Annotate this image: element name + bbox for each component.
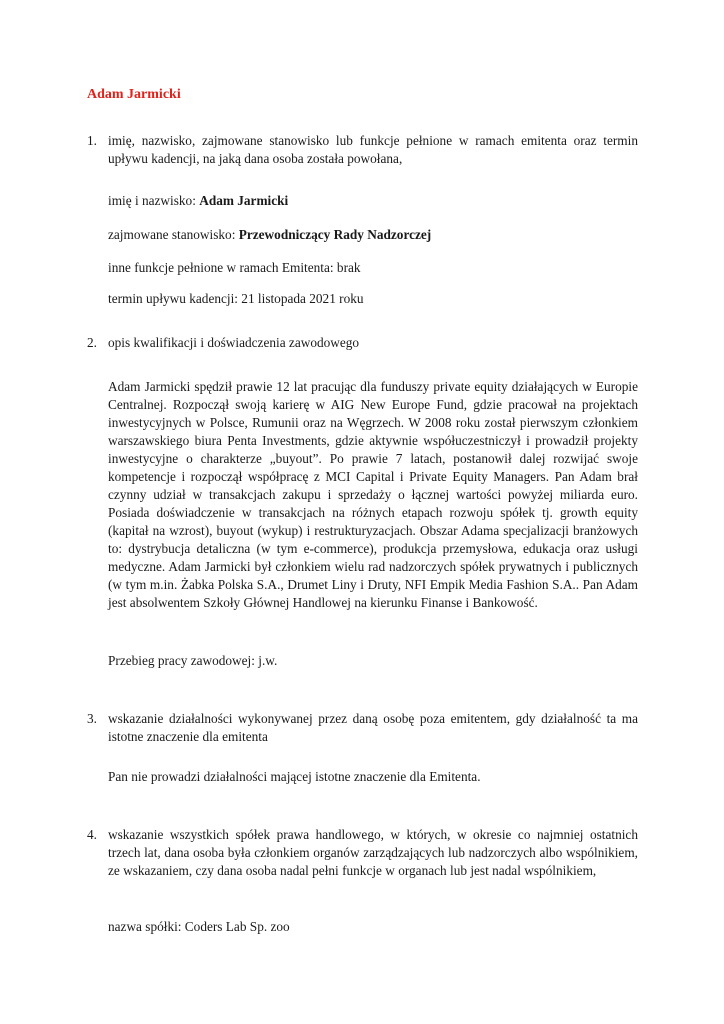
section-1-text: imię, nazwisko, zajmowane stanowisko lub funkcje pełnione w ramach emitenta oraz termin upływu kadencji, na jaką dana osoba została powołana, — [108, 133, 638, 166]
section-2-text: opis kwalifikacji i doświadczenia zawodowego — [108, 335, 360, 350]
section-4-text: wskazanie wszystkich spółek prawa handlowego, w których, w okresie co najmniej ostatnich trzech lat, dana osoba była członkiem organów zarządzających lub nadzorczych albo wspólnikiem, ze wskazaniem, czy dana osoba nadal pełni funkcje w organach lub jest nadal wspólnikiem, — [108, 827, 638, 878]
section-3-number: 3. — [87, 711, 97, 726]
position-label: zajmowane stanowisko: — [108, 227, 239, 242]
name-line — [108, 192, 638, 210]
term-line: termin upływu kadencji: 21 listopada 2021 roku — [108, 291, 364, 306]
name-label: imię i nazwisko: — [108, 193, 200, 208]
career-line: Przebieg pracy zawodowej: j.w. — [108, 653, 278, 668]
person-heading: Adam Jarmicki — [87, 87, 181, 102]
name-value: Adam Jarmicki — [199, 193, 289, 208]
company-line: nazwa spółki: Coders Lab Sp. zoo — [108, 919, 290, 934]
section-3-answer: Pan nie prowadzi działalności mającej istotne znaczenie dla Emitenta. — [108, 769, 481, 784]
position-value: Przewodniczący Rady Nadzorczej — [238, 227, 432, 242]
section-3-text: wskazanie działalności wykonywanej przez daną osobę poza emitentem, gdy działalność ta ma istotne znaczenie dla emitenta — [108, 711, 638, 744]
section-1-number: 1. — [87, 133, 97, 148]
other-functions-line: inne funkcje pełnione w ramach Emitenta: brak — [108, 260, 361, 275]
bio-paragraph: Adam Jarmicki spędził prawie 12 lat pracując dla funduszy private equity działających w Europie Centralnej. Rozpoczął swoją karierę w AIG New Europe Fund, gdzie pracował na projektach inwestycyjnych w Polsce, Rumunii oraz na Węgrzech. W 2008 roku został pierwszym członkiem warszawskiego biura Penta Investments, gdzie aktywnie współuczestniczył i prowadził projekty inwestycyjne o charakterze „buyout”. Po prawie 7 latach, postanowił dalej rozwijać swoje kompetencje i rozpoczął współpracę z MCI Capital i Private Equity Managers. Pan Adam brał czynny udział w transakcjach zakupu i sprzedaży o łącznej wartości powyżej miliarda euro. Posiada doświadczenie w transakcjach na różnych etapach rozwoju spółek tj. growth equity (kapitał na wzrost), buyout (wykup) i restrukturyzacjach. Obszar Adama specjalizacji branżowych to: dystrybucja detaliczna (w tym e-commerce), produkcja przemysłowa, edukacja oraz usługi medyczne. Adam Jarmicki był członkiem wielu rad nadzorczych spółek prywatnych i publicznych (w tym m.in. Żabka Polska S.A., Drumet Liny i Druty, NFI Empik Media Fashion S.A.. Pan Adam jest absolwentem Szkoły Głównej Handlowej na kierunku Finanse i Bankowość. — [108, 379, 638, 610]
position-line — [108, 226, 638, 244]
section-2-number: 2. — [87, 335, 97, 350]
section-4-number: 4. — [87, 827, 97, 842]
